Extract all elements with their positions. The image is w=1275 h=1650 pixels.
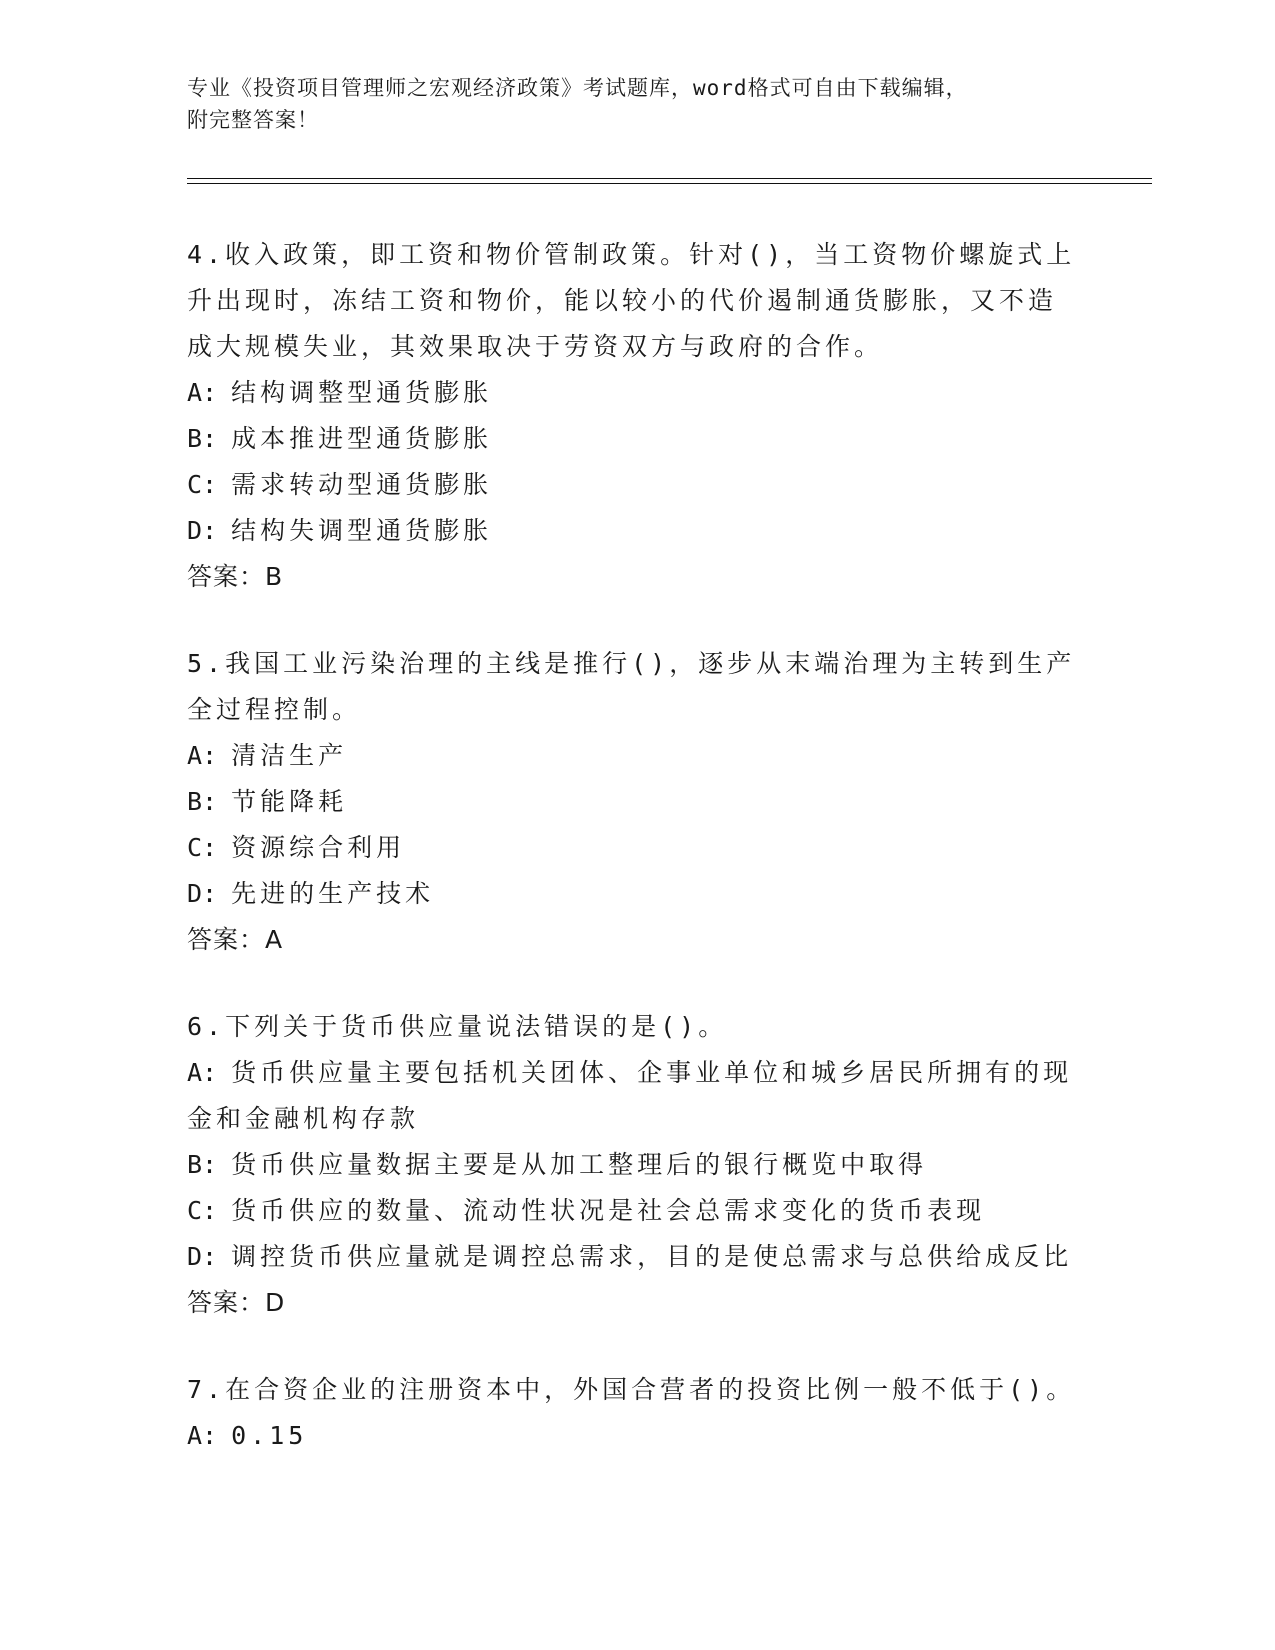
- stem-line: 4.收入政策，即工资和物价管制政策。针对()，当工资物价螺旋式上: [187, 240, 1076, 269]
- option-text: 节能降耗: [231, 787, 348, 816]
- option-text-continued: 金和金融机构存款: [187, 1104, 420, 1133]
- option-letter: D:: [187, 879, 218, 908]
- option-text: 调控货币供应量就是调控总需求，目的是使总需求与总供给成反比: [231, 1242, 1073, 1271]
- header-divider-top: [187, 178, 1152, 179]
- option-text: 货币供应量主要包括机关团体、企事业单位和城乡居民所拥有的现: [231, 1058, 1073, 1087]
- question-stem: [187, 1367, 1087, 1413]
- option-letter: C:: [187, 470, 218, 499]
- option-c: [187, 462, 1087, 508]
- stem-line: 7.在合资企业的注册资本中，外国合营者的投资比例一般不低于()。: [187, 1375, 1076, 1404]
- answer-line: 答案：B: [187, 562, 284, 591]
- option-text: 货币供应量数据主要是从加工整理后的银行概览中取得: [231, 1150, 928, 1179]
- option-text: 0.15: [231, 1421, 308, 1450]
- question-list: [187, 232, 1087, 1500]
- question-stem: [187, 1004, 1087, 1050]
- stem-line: 升出现时，冻结工资和物价，能以较小的代价遏制通货膨胀，又不造: [187, 286, 1058, 315]
- option-a: [187, 370, 1087, 416]
- stem-line: 5.我国工业污染治理的主线是推行()，逐步从末端治理为主转到生产: [187, 649, 1076, 678]
- question-7: [187, 1367, 1087, 1459]
- option-b: [187, 1142, 1087, 1188]
- option-letter: C:: [187, 1196, 218, 1225]
- option-b: [187, 416, 1087, 462]
- question-5: [187, 641, 1087, 963]
- option-letter: A:: [187, 1421, 218, 1450]
- header-divider-bottom: [187, 183, 1152, 184]
- option-text: 货币供应的数量、流动性状况是社会总需求变化的货币表现: [231, 1196, 986, 1225]
- option-text: 先进的生产技术: [231, 879, 435, 908]
- option-letter: A:: [187, 741, 218, 770]
- option-b: [187, 779, 1087, 825]
- question-stem: [187, 232, 1087, 370]
- stem-line: 成大规模失业，其效果取决于劳资双方与政府的合作。: [187, 332, 884, 361]
- option-text: 需求转动型通货膨胀: [231, 470, 493, 499]
- header-line-1: 专业《投资项目管理师之宏观经济政策》考试题库，word格式可自由下载编辑，: [187, 76, 968, 100]
- option-text: 资源综合利用: [231, 833, 406, 862]
- option-letter: B:: [187, 787, 218, 816]
- header-line-2: 附完整答案！: [187, 108, 319, 132]
- document-header: [187, 72, 1087, 136]
- option-text: 成本推进型通货膨胀: [231, 424, 493, 453]
- option-c: [187, 1188, 1087, 1234]
- option-a: [187, 733, 1087, 779]
- answer-line: 答案：A: [187, 925, 284, 954]
- option-letter: C:: [187, 833, 218, 862]
- stem-line: 6.下列关于货币供应量说法错误的是()。: [187, 1012, 728, 1041]
- option-d: [187, 1234, 1087, 1280]
- option-d: [187, 871, 1087, 917]
- option-letter: B:: [187, 424, 218, 453]
- option-a: [187, 1413, 1087, 1459]
- option-text: 结构调整型通货膨胀: [231, 378, 493, 407]
- option-letter: D:: [187, 1242, 218, 1271]
- option-letter: B:: [187, 1150, 218, 1179]
- option-letter: D:: [187, 516, 218, 545]
- option-text: 结构失调型通货膨胀: [231, 516, 493, 545]
- option-letter: A:: [187, 378, 218, 407]
- option-d: [187, 508, 1087, 554]
- question-4: [187, 232, 1087, 600]
- option-letter: A:: [187, 1058, 218, 1087]
- stem-line: 全过程控制。: [187, 695, 362, 724]
- question-6: [187, 1004, 1087, 1326]
- option-a: [187, 1050, 1087, 1142]
- answer-line: 答案：D: [187, 1288, 286, 1317]
- option-text: 清洁生产: [231, 741, 348, 770]
- option-c: [187, 825, 1087, 871]
- question-stem: [187, 641, 1087, 733]
